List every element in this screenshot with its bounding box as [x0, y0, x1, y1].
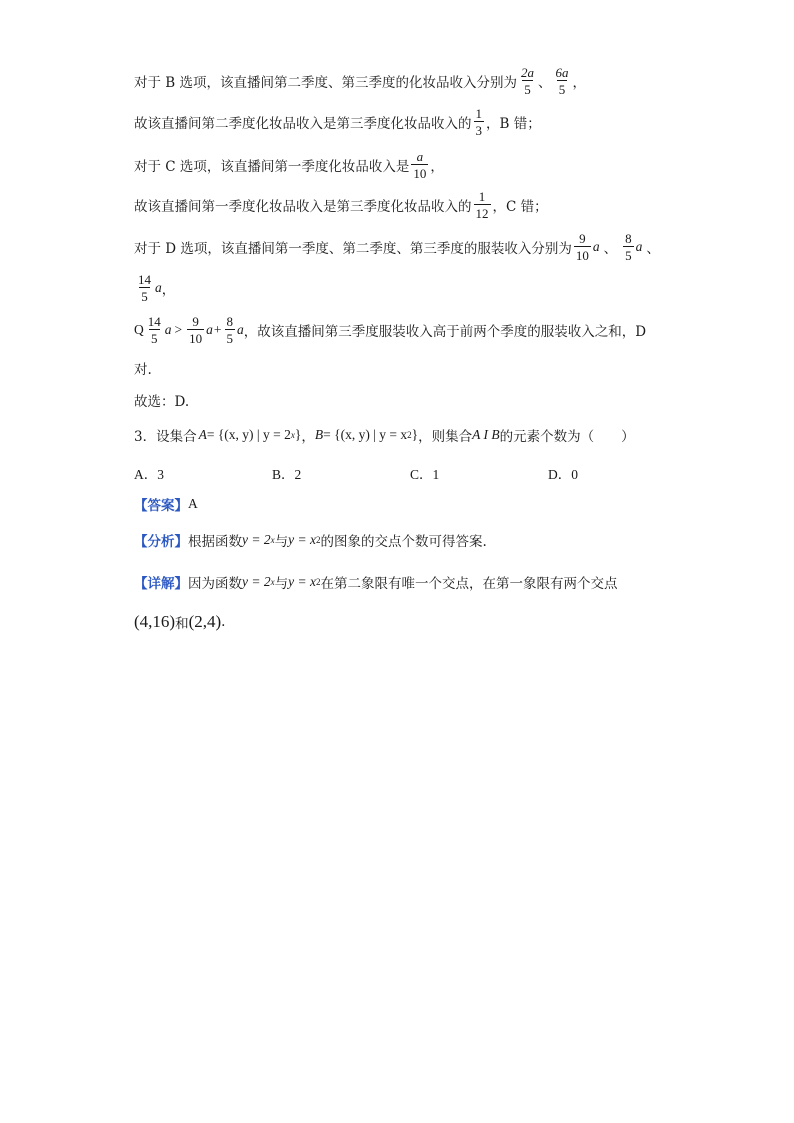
- text: ，: [301, 429, 315, 445]
- numerator: a: [416, 149, 424, 164]
- solution-line-b-values: [134, 66, 586, 96]
- question-3: [134, 425, 635, 445]
- solution-choice: [134, 390, 189, 410]
- fraction: [519, 66, 536, 96]
- text: 在第二象限有唯一个交点，在第一象限有两个交点: [320, 576, 618, 592]
- option-a: A．3: [134, 467, 164, 482]
- variable: a: [592, 239, 600, 254]
- exponent: x: [290, 430, 295, 440]
- option-d: D．0: [548, 467, 578, 482]
- denominator: 10: [189, 331, 203, 346]
- text: 因为函数: [188, 576, 242, 592]
- fraction: [474, 107, 485, 137]
- variable: a: [237, 322, 244, 337]
- symbol: Q: [134, 322, 144, 337]
- text: ，: [572, 75, 587, 91]
- variable: a: [155, 280, 162, 295]
- text: 和: [175, 616, 189, 632]
- numerator: 9: [579, 231, 586, 246]
- numerator: 8: [625, 231, 632, 246]
- text: 故该直播间第二季度化妆品收入是第三季度化妆品收入的: [134, 116, 472, 132]
- set-b-definition: = {(x, y) | y = x: [323, 427, 408, 442]
- solution-line-d-values: [134, 232, 660, 262]
- text: 对.: [134, 362, 152, 378]
- function: y = x: [288, 574, 316, 589]
- numerator: 6a: [555, 65, 569, 80]
- fraction: [136, 273, 153, 303]
- fraction: [225, 315, 236, 345]
- solution-line-c-conclusion: [134, 190, 548, 220]
- fraction: [411, 150, 428, 180]
- denominator: 5: [524, 82, 531, 97]
- fraction: [187, 315, 204, 345]
- exponent: x: [270, 535, 275, 545]
- function: y = x: [288, 532, 316, 547]
- symbol: +: [213, 322, 222, 337]
- text: 的图象的交点个数可得答案.: [320, 534, 487, 550]
- analysis-line: [134, 530, 487, 550]
- text: .: [221, 614, 226, 630]
- text: 对于 D 选项，该直播间第一季度、第二季度、第三季度的服装收入分别为: [134, 241, 572, 257]
- detail-points-line: [134, 612, 225, 632]
- text: ，B 错；: [486, 116, 541, 132]
- set-a-definition: = {(x, y) | y = 2: [206, 427, 291, 442]
- solution-line-c-value: [134, 150, 444, 180]
- brace: }: [294, 427, 302, 442]
- fraction: [554, 66, 571, 96]
- separator: 、: [538, 75, 552, 91]
- detail-line: [134, 572, 617, 592]
- separator: 、: [603, 241, 618, 257]
- denominator: 5: [625, 248, 632, 263]
- solution-line-d-third: [134, 273, 175, 303]
- text: 根据函数: [188, 534, 242, 550]
- numerator: 9: [192, 314, 199, 329]
- question-number: 3．设集合: [134, 429, 197, 445]
- fraction: [146, 315, 163, 345]
- denominator: 5: [141, 289, 148, 304]
- denominator: 12: [475, 206, 489, 221]
- answer-value: A: [188, 496, 198, 511]
- answer-line: [134, 494, 198, 514]
- denominator: 5: [558, 82, 566, 97]
- numerator: 8: [226, 314, 233, 329]
- text: 与: [274, 534, 289, 550]
- numerator: 2a: [521, 65, 535, 80]
- intersection: A I B: [472, 427, 500, 442]
- variable: a: [164, 322, 172, 337]
- exponent: 2: [315, 577, 321, 587]
- variable: a: [206, 322, 213, 337]
- brace: }: [411, 427, 419, 442]
- variable: B: [314, 427, 324, 442]
- text: 与: [274, 576, 289, 592]
- fraction: [574, 232, 591, 262]
- denominator: 5: [151, 331, 158, 346]
- solution-line-d-end: [134, 358, 152, 378]
- text: 对于 B 选项，该直播间第二季度、第三季度的化妆品收入分别为: [134, 75, 518, 91]
- denominator: 10: [575, 248, 589, 263]
- text: ，故该直播间第三季度服装收入高于前两个季度的服装收入之和，D: [243, 324, 647, 340]
- point: (2,4): [188, 612, 222, 631]
- text: 故该直播间第一季度化妆品收入是第三季度化妆品收入的: [134, 199, 472, 215]
- analysis-label: 【分析】: [134, 534, 188, 550]
- numerator: 14: [147, 314, 161, 329]
- denominator: 5: [226, 331, 233, 346]
- exponent: x: [270, 577, 275, 587]
- option-c: C．1: [410, 467, 440, 482]
- fraction: [623, 232, 634, 262]
- separator: 、: [646, 241, 660, 257]
- fraction: [474, 190, 491, 220]
- variable: a: [635, 239, 643, 254]
- numerator: 1: [475, 106, 482, 121]
- function: y = 2: [242, 574, 271, 589]
- text: ，: [430, 159, 444, 175]
- answer-label: 【答案】: [134, 498, 188, 514]
- option-b: B．2: [272, 467, 302, 482]
- symbol: >: [174, 322, 183, 337]
- variable: A: [198, 427, 207, 442]
- exponent: 2: [315, 535, 321, 545]
- denominator: 3: [475, 123, 482, 138]
- denominator: 10: [413, 166, 427, 181]
- numerator: 14: [138, 272, 151, 287]
- detail-label: 【详解】: [134, 576, 188, 592]
- solution-line-b-conclusion: [134, 107, 541, 137]
- function: y = 2: [242, 532, 271, 547]
- text: 对于 C 选项，该直播间第一季度化妆品收入是: [134, 159, 410, 175]
- solution-line-d-inequality: [134, 315, 646, 345]
- text: ，: [161, 282, 176, 298]
- text: 的元素个数为（ ）: [499, 429, 635, 445]
- numerator: 1: [478, 189, 486, 204]
- text: 故选：D.: [134, 394, 190, 410]
- exponent: 2: [407, 430, 412, 440]
- text: ，C 错；: [492, 199, 548, 215]
- text: ，则集合: [418, 429, 473, 445]
- point: (4,16): [134, 612, 176, 631]
